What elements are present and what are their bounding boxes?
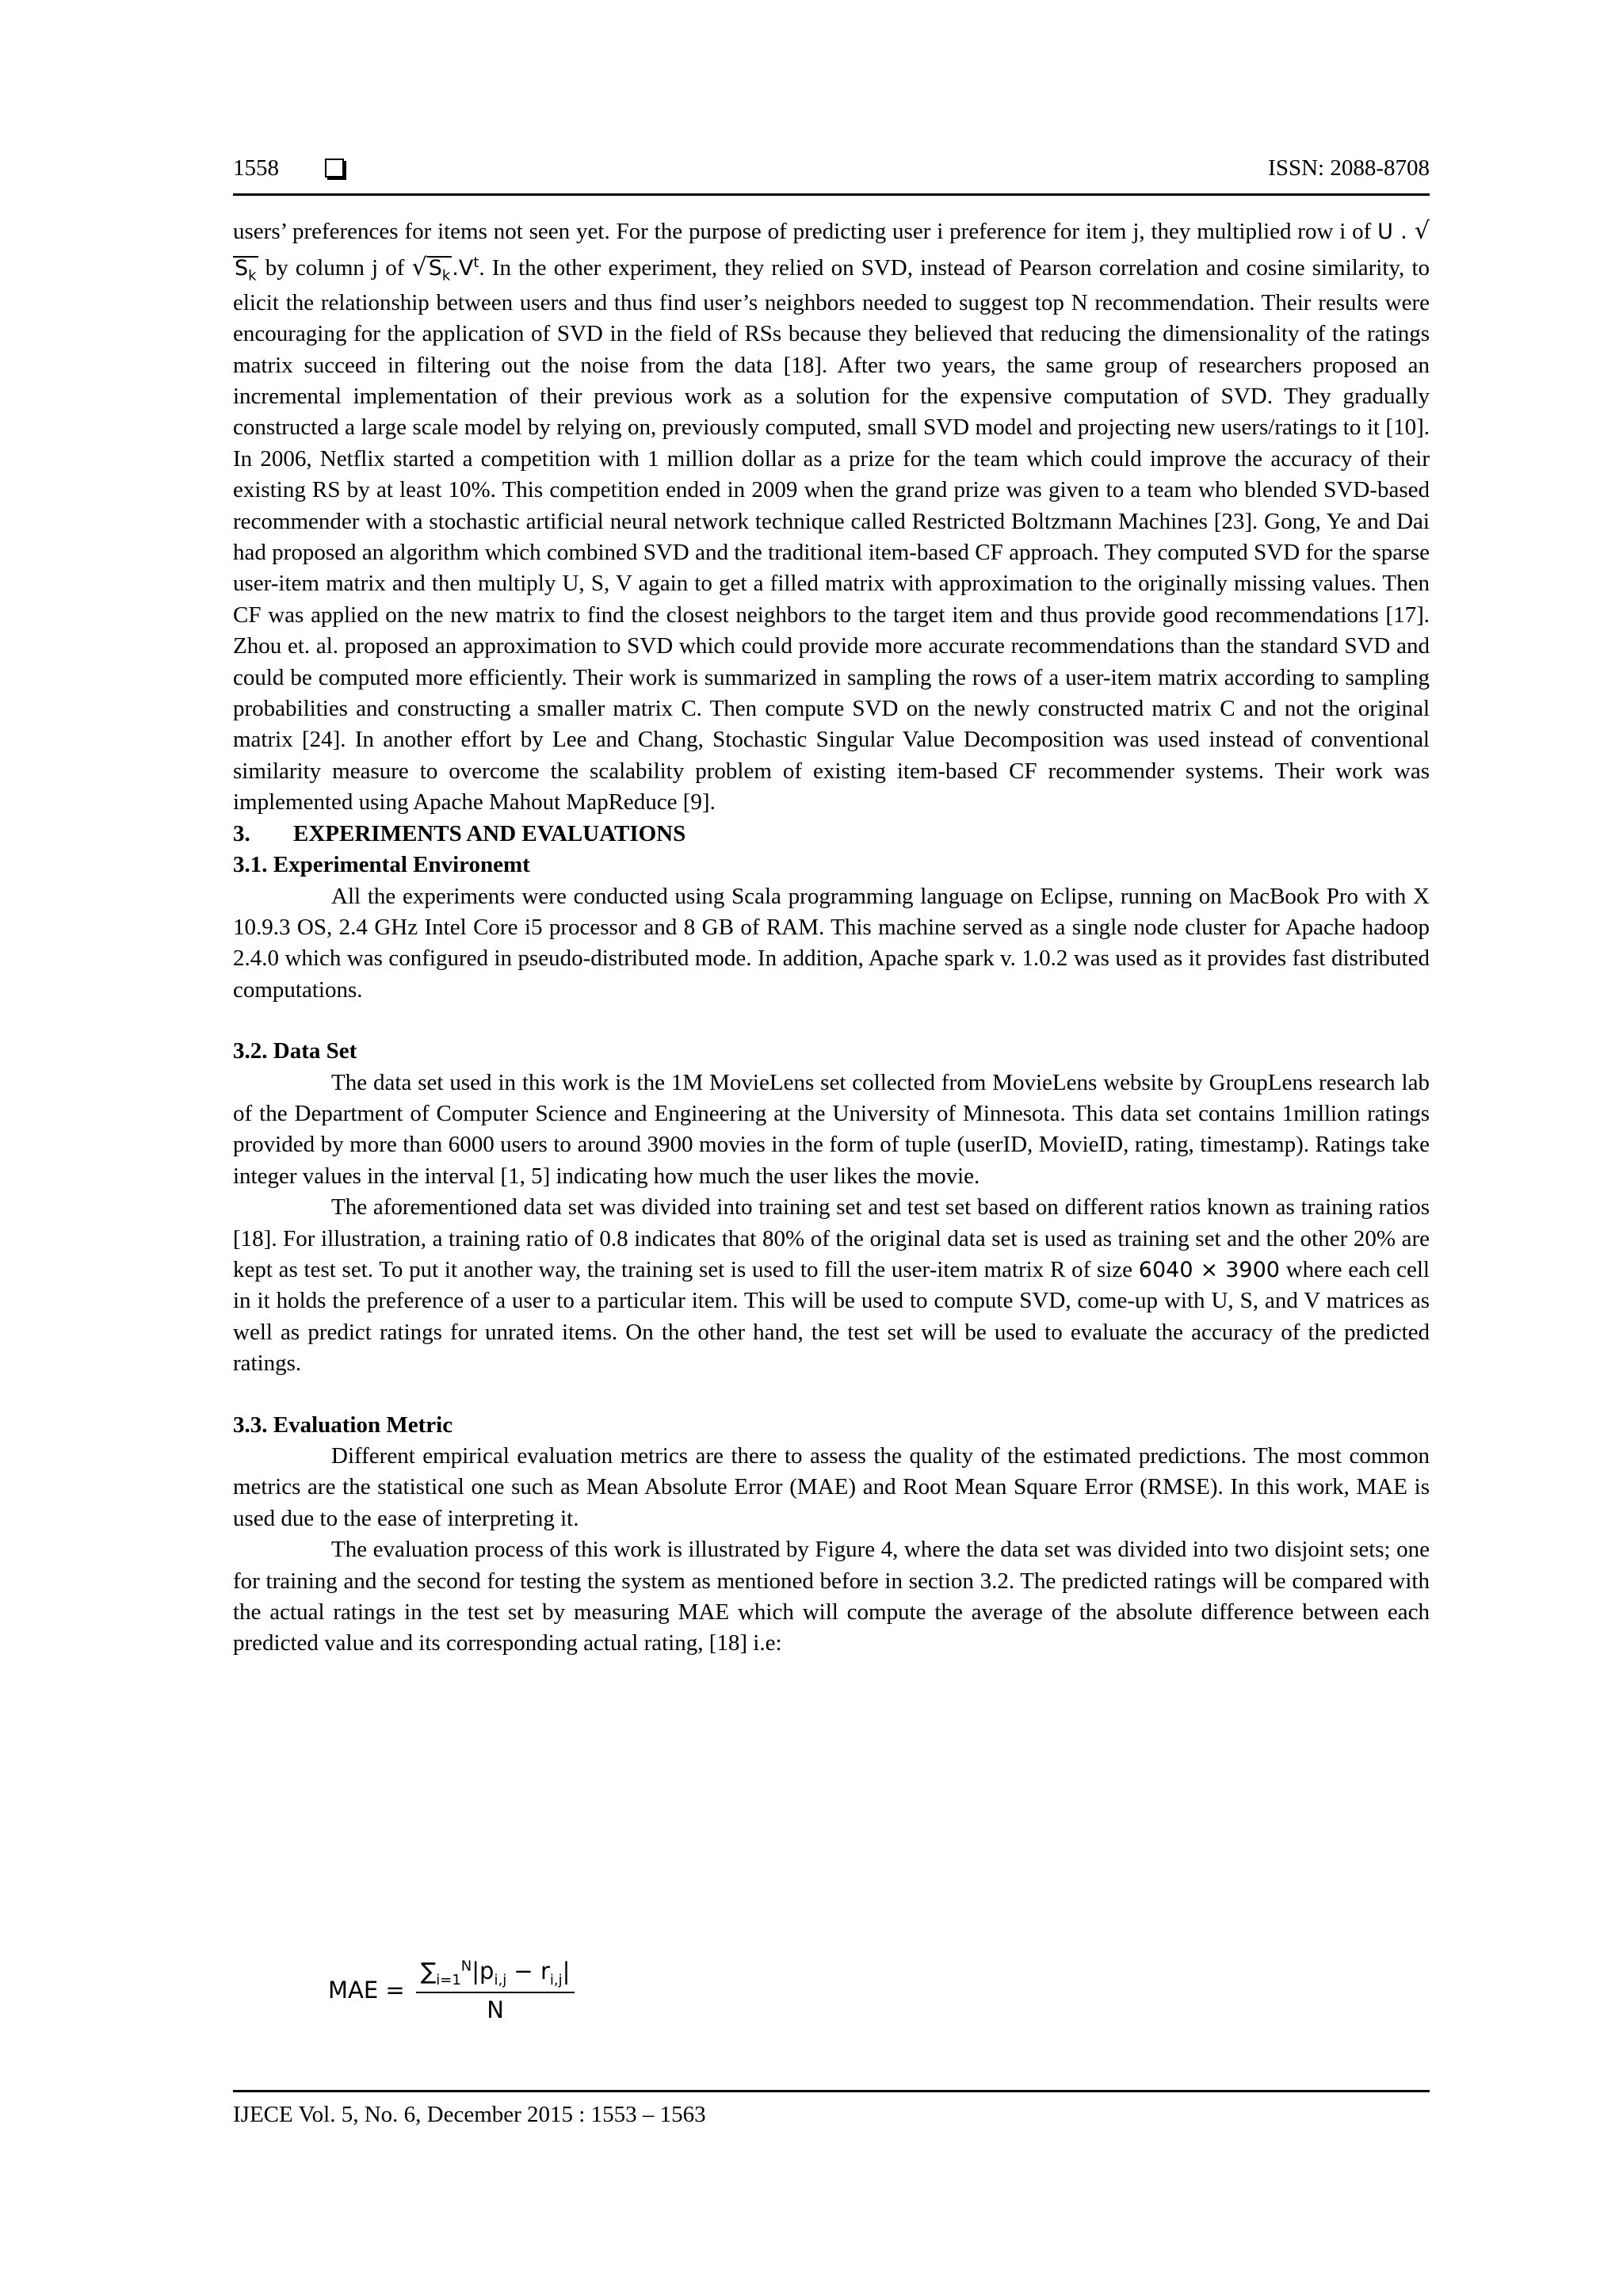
sum-lower-limit: i=1 xyxy=(436,1971,461,1988)
math-k: k xyxy=(248,267,257,285)
formula-minus: − xyxy=(506,1958,540,1985)
text-run: users’ preferences for items not seen yet. For the purpose of predicting user i preference for item j, they multiplied row i of xyxy=(233,219,1378,244)
paragraph-environment: All the experiments were conducted using Scala programming language on Eclipse, running on MacBook Pro with X 10.9.3 OS, 2.4 GHz Intel Core i5 processor and 8 GB of RAM. This machine served as a single node cluster for Apache hadoop 2.4.0 which was configured in pseudo-distributed mode. In addition, Apache spark v. 1.0.2 was used as it provides fast distributed computations. xyxy=(233,883,1430,1003)
section-title: EXPERIMENTS AND EVALUATIONS xyxy=(293,820,686,846)
abs-open: | xyxy=(472,1958,480,1985)
subsection-heading-3-1: 3.1. Experimental Environemt xyxy=(233,852,530,878)
formula-p-sub: i,j xyxy=(494,1971,507,1988)
math-s: S xyxy=(428,256,442,281)
text-run: by column j of xyxy=(258,255,412,281)
page-footer xyxy=(233,2090,1430,2128)
abs-close: | xyxy=(562,1958,571,1985)
formula-r-sub: i,j xyxy=(549,1971,563,1988)
sqrt-symbol: √ xyxy=(1414,217,1430,245)
formula-lhs: MAE = xyxy=(328,1977,405,2004)
issn-label: ISSN: 2088-8708 xyxy=(1268,155,1430,181)
formula-fraction xyxy=(416,1958,575,2023)
math-sqrt-sk-vt xyxy=(411,254,479,285)
text-run: . In the other experiment, they relied on SVD, instead of Pearson correlation and cosine similarity, to elicit the relationship between users and thus find user’s neighbors needed to suggest top N recommendation. Their results were encouraging for the application of SVD in the field of RSs because they believed that reducing the dimensionality of the ratings matrix succeed in filtering out the noise from the data [18]. After two years, the same group of researchers proposed an incremental implementation of their previous work as a solution for the expensive computation of SVD. They gradually constructed a large scale model by relying on, previously computed, small SVD model and projecting new users/ratings to it [10]. In 2006, Netflix started a competition with 1 million dollar as a prize for the team which could improve the accuracy of their existing RS by at least 10%. This competition ended in 2009 when the grand prize was given to a team who blended SVD-based recommender with a stochastic artificial neural network technique called Restricted Boltzmann Machines [23]. Gong, Ye and Dai had proposed an algorithm which combined SVD and the traditional item-based CF approach. They computed SVD for the sparse user-item matrix and then multiply U, S, V again to get a filled matrix with approximation to the originally missing values. Then CF was applied on the new matrix to find the closest neighbors to the target item and thus provide good recommendations [17]. Zhou et. al. proposed an approximation to SVD which could provide more accurate recommendations than the standard SVD and could be computed more efficiently. Their work is summarized in sampling the rows of a user-item matrix according to sampling probabilities and constructing a smaller matrix C. Then compute SVD on the newly constructed matrix C and not the original matrix [24]. In another effort by Lee and Chang, Stochastic Singular Value Decomposition was used instead of conventional similarity measure to overcome the scalability problem of existing item-based CF recommender systems. Their work was implemented using Apache Mahout MapReduce [9]. xyxy=(233,255,1430,816)
section-heading xyxy=(233,819,1430,850)
section-number: 3. xyxy=(233,820,250,846)
paragraph-dataset-2 xyxy=(233,1192,1430,1379)
math-s: S xyxy=(235,256,249,281)
formula-numerator xyxy=(416,1958,575,1993)
sum-symbol: ∑ xyxy=(420,1958,437,1985)
sum-upper-limit: N xyxy=(460,1958,472,1975)
sqrt-symbol: √ xyxy=(411,254,427,282)
page-header xyxy=(233,155,1430,196)
formula-denominator: N xyxy=(487,1996,504,2023)
footer-citation: IJECE Vol. 5, No. 6, December 2015 : 1553 – 1563 xyxy=(233,2102,706,2127)
subsection-heading-3-3: 3.3. Evaluation Metric xyxy=(233,1412,453,1438)
math-v: .V xyxy=(452,256,474,281)
sqrt-body xyxy=(233,256,258,287)
article-body xyxy=(233,216,1430,1660)
paragraph-metric-2: The evaluation process of this work is illustrated by Figure 4, where the data set was divided into two disjoint sets; one for training and the second for testing the system as mentioned before in section 3.2. The predicted ratings will be compared with the actual ratings in the test set by measuring MAE which will compute the average of the absolute difference between each predicted value and its corresponding actual rating, [18] i.e: xyxy=(233,1537,1430,1656)
sqrt-body xyxy=(427,256,453,287)
text-run: The aforementioned data set was divided into training set and test set based on different ratios known as training ratios [18]. For illustration, a training ratio of 0.8 indicates that 80% of the original data set is used as training set and the other 20% are kept as test set. To put it another way, the training set is used to fill the user-item matrix R of size xyxy=(233,1194,1430,1282)
page-number: 1558 xyxy=(233,155,279,181)
subsection-heading-3-2: 3.2. Data Set xyxy=(233,1038,357,1064)
math-k: k xyxy=(441,267,451,285)
math-matrix-size: 6040 × 3900 xyxy=(1138,1257,1280,1282)
text-run: where each cell in it holds the preference of a user to a particular item. This will be used to compute SVD, come-up with U, S, and V matrices as well as predict ratings for unrated items. On the other hand, the test set will be used to evaluate the accuracy of the predicted ratings. xyxy=(233,1256,1430,1377)
square-icon xyxy=(325,159,344,178)
formula-r: r xyxy=(540,1958,550,1985)
paragraph-dataset-1: The data set used in this work is the 1M MovieLens set collected from MovieLens website by GroupLens research lab of the Department of Computer Science and Engineering at the University of Minnesota. This data set contains 1million ratings provided by more than 6000 users to around 3900 movies in the form of tuple (userID, MovieID, rating, timestamp). Ratings take integer values in the interval [1, 5] indicating how much the user likes the movie. xyxy=(233,1069,1430,1189)
formula-p: p xyxy=(479,1958,495,1985)
paragraph-related-work xyxy=(233,216,1430,819)
paragraph-metric-1: Different empirical evaluation metrics are there to assess the quality of the estimated predictions. The most common metrics are the statistical one such as Mean Absolute Error (MAE) and Root Mean Square Error (RMSE). In this work, MAE is used due to the ease of interpreting it. xyxy=(233,1443,1430,1531)
math-u: U . xyxy=(1377,220,1415,244)
math-t: t xyxy=(473,254,479,272)
mae-formula xyxy=(328,1958,575,2023)
